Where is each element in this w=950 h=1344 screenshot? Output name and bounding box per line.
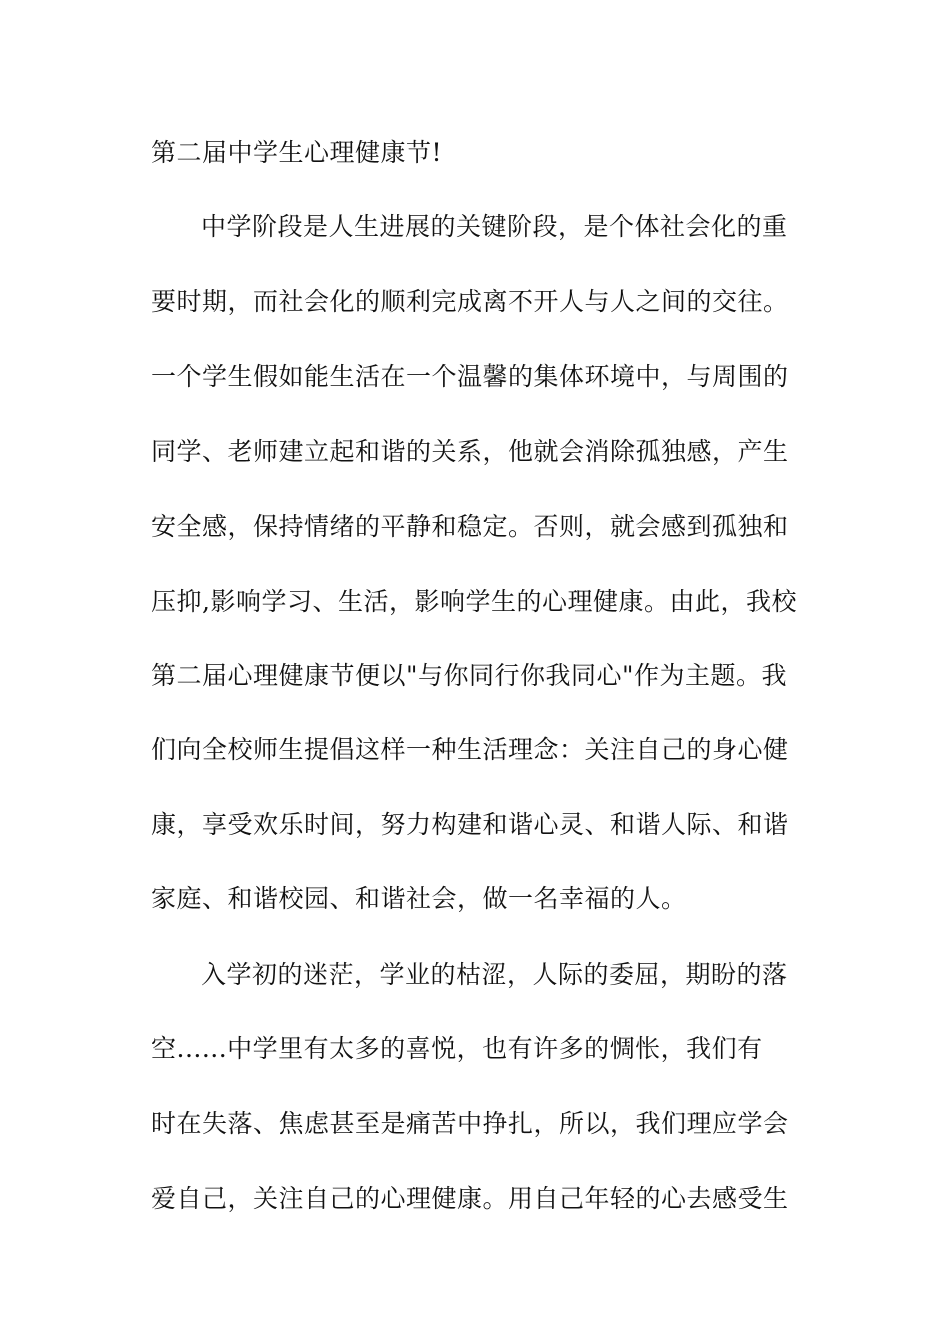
paragraph-first-line: 入学初的迷茫，学业的枯涩，人际的委屈，期盼的落 [201,960,788,989]
text-line: 家庭、和谐校园、和谐社会，做一名幸福的人。 [151,884,687,913]
text-line: 爱自己，关注自己的心理健康。用自己年轻的心去感受生 [151,1184,789,1213]
text-line: 一个学生假如能生活在一个温馨的集体环境中，与周围的 [151,362,789,391]
text-line: 时在失落、焦虑甚至是痛苦中挣扎，所以，我们理应学会 [151,1109,789,1138]
text-line: 同学、老师建立起和谐的关系，他就会消除孤独感，产生 [151,437,789,466]
text-line: 要时期，而社会化的顺利完成离不开人与人之间的交往。 [151,287,789,316]
text-line: 第二届中学生心理健康节! [151,138,443,167]
paragraph-first-line: 中学阶段是人生进展的关键阶段，是个体社会化的重 [201,212,788,241]
text-line: 安全感，保持情绪的平静和稳定。否则，就会感到孤独和 [151,512,789,541]
text-line: 们向全校师生提倡这样一种生活理念：关注自己的身心健 [151,735,789,764]
text-line: 压抑,影响学习、生活，影响学生的心理健康。由此，我校 [151,587,797,616]
text-line: 康，享受欢乐时间，努力构建和谐心灵、和谐人际、和谐 [151,810,789,839]
text-line: 空......中学里有太多的喜悦，也有许多的惆怅，我们有 [151,1034,763,1063]
text-line: 第二届心理健康节便以"与你同行你我同心"作为主题。我 [151,661,788,690]
